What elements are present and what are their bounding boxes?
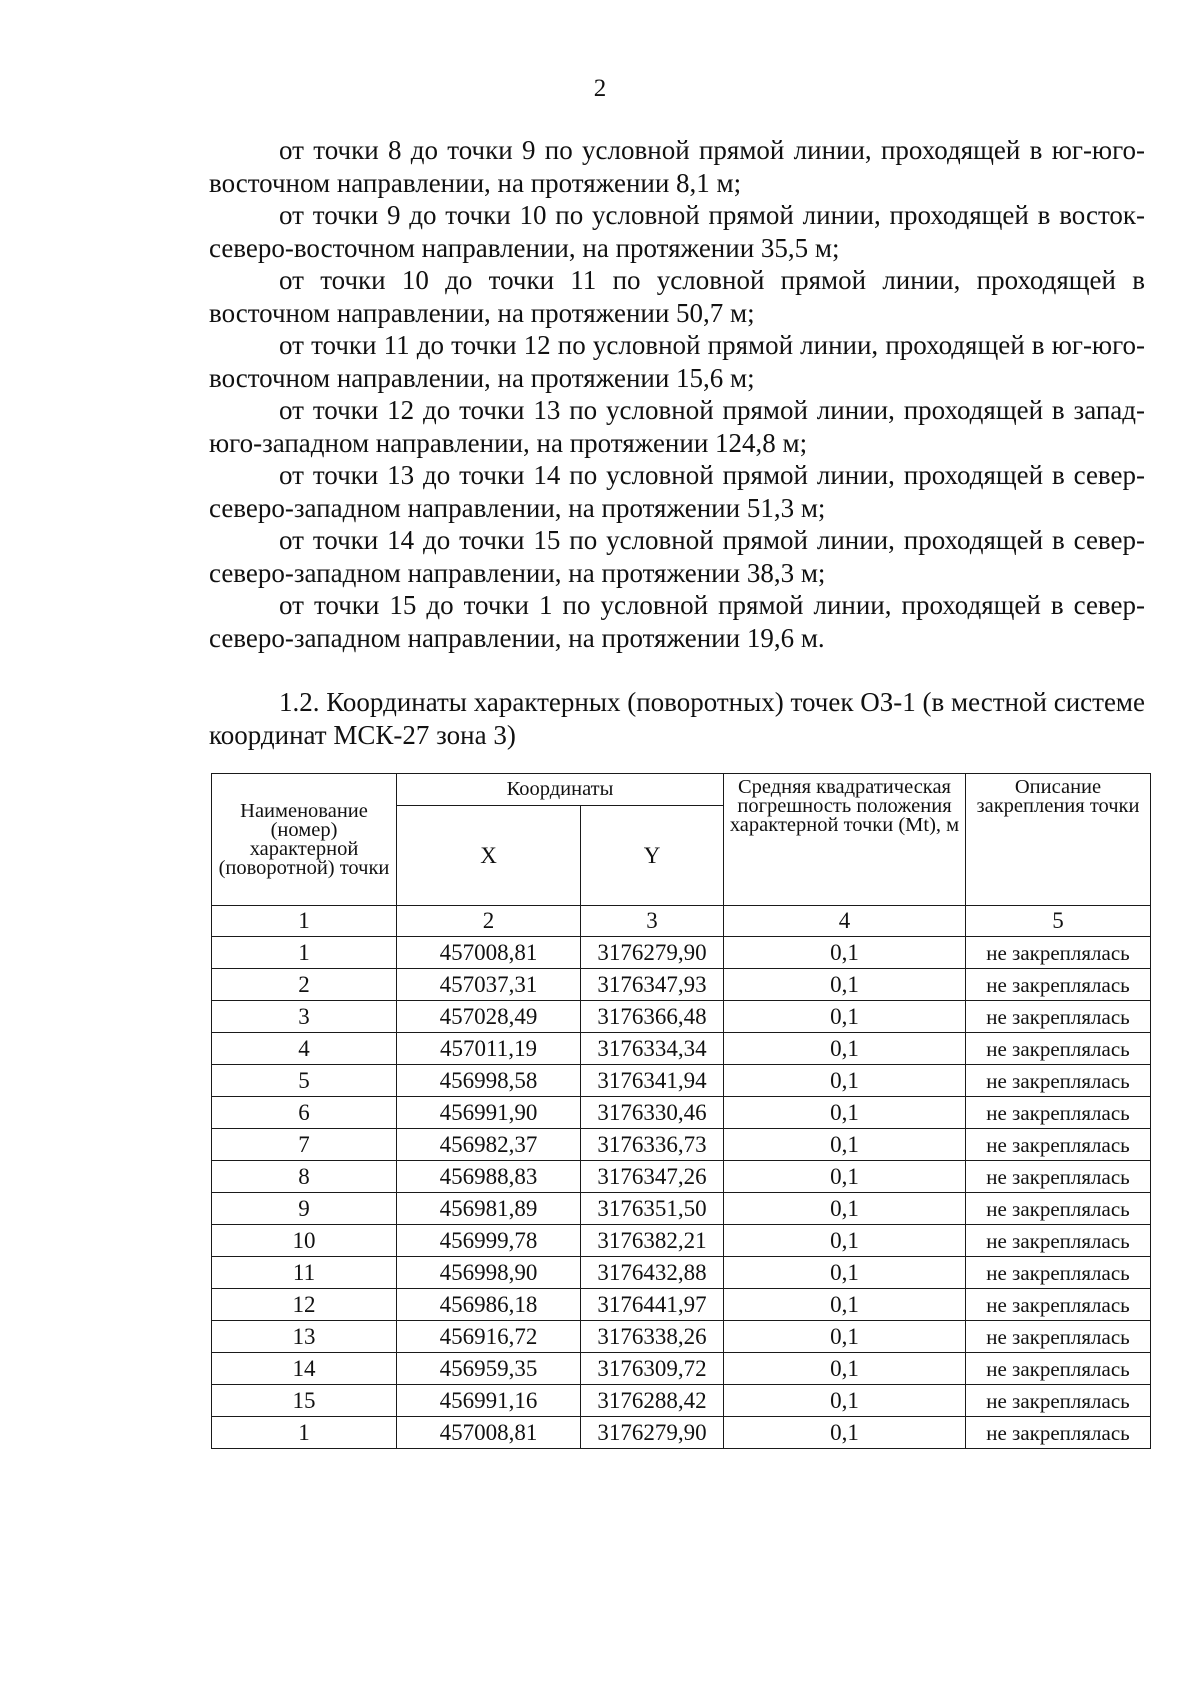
point-number-cell: 1 xyxy=(212,1417,397,1449)
header-y: Y xyxy=(581,806,724,906)
x-coordinate-cell: 457008,81 xyxy=(397,937,581,969)
mean-error-cell: 0,1 xyxy=(724,1417,966,1449)
point-number-cell: 10 xyxy=(212,1225,397,1257)
table-row xyxy=(212,1161,1151,1193)
description-cell: не закреплялась xyxy=(966,1257,1151,1289)
table-row xyxy=(212,937,1151,969)
point-number-cell: 4 xyxy=(212,1033,397,1065)
y-coordinate-cell: 3176338,26 xyxy=(581,1321,724,1353)
y-coordinate-cell: 3176341,94 xyxy=(581,1065,724,1097)
mean-error-cell: 0,1 xyxy=(724,1321,966,1353)
x-coordinate-cell: 456916,72 xyxy=(397,1321,581,1353)
paragraph: от точки 10 до точки 11 по условной прямой линии, проходящей в восточном направлении, на протяжении 50,7 м; xyxy=(209,265,1145,328)
x-coordinate-cell: 456998,58 xyxy=(397,1065,581,1097)
header-x: X xyxy=(397,806,581,906)
mean-error-cell: 0,1 xyxy=(724,1225,966,1257)
point-number-cell: 14 xyxy=(212,1353,397,1385)
point-number-cell: 7 xyxy=(212,1129,397,1161)
description-cell: не закреплялась xyxy=(966,1353,1151,1385)
y-coordinate-cell: 3176347,26 xyxy=(581,1161,724,1193)
x-coordinate-cell: 456988,83 xyxy=(397,1161,581,1193)
description-cell: не закреплялась xyxy=(966,1161,1151,1193)
point-number-cell: 5 xyxy=(212,1065,397,1097)
section-heading: 1.2. Координаты характерных (поворотных) точек ОЗ-1 (в местной системе координат МСК-27 зона 3) xyxy=(209,687,1145,750)
description-cell: не закреплялась xyxy=(966,1129,1151,1161)
table-row xyxy=(212,1065,1151,1097)
table-row xyxy=(212,1225,1151,1257)
mean-error-cell: 0,1 xyxy=(724,1289,966,1321)
description-cell: не закреплялась xyxy=(966,1321,1151,1353)
description-cell: не закреплялась xyxy=(966,1225,1151,1257)
header-description: Описание закрепления точки xyxy=(966,774,1151,906)
point-number-cell: 3 xyxy=(212,1001,397,1033)
point-number-cell: 15 xyxy=(212,1385,397,1417)
table-row xyxy=(212,1417,1151,1449)
description-cell: не закреплялась xyxy=(966,1001,1151,1033)
point-number-cell: 1 xyxy=(212,937,397,969)
table-row xyxy=(212,1289,1151,1321)
y-coordinate-cell: 3176330,46 xyxy=(581,1097,724,1129)
x-coordinate-cell: 457037,31 xyxy=(397,969,581,1001)
y-coordinate-cell: 3176279,90 xyxy=(581,1417,724,1449)
y-coordinate-cell: 3176441,97 xyxy=(581,1289,724,1321)
mean-error-cell: 0,1 xyxy=(724,937,966,969)
y-coordinate-cell: 3176347,93 xyxy=(581,969,724,1001)
paragraph: от точки 15 до точки 1 по условной прямой линии, проходящей в север-северо-западном направлении, на протяжении 19,6 м. xyxy=(209,590,1145,653)
y-coordinate-cell: 3176366,48 xyxy=(581,1001,724,1033)
paragraph: от точки 11 до точки 12 по условной прямой линии, проходящей в юг-юго-восточном направлении, на протяжении 15,6 м; xyxy=(209,330,1145,393)
y-coordinate-cell: 3176382,21 xyxy=(581,1225,724,1257)
paragraph: от точки 8 до точки 9 по условной прямой линии, проходящей в юг-юго-восточном направлении, на протяжении 8,1 м; xyxy=(209,135,1145,198)
point-number-cell: 6 xyxy=(212,1097,397,1129)
mean-error-cell: 0,1 xyxy=(724,1033,966,1065)
table-row xyxy=(212,1033,1151,1065)
y-coordinate-cell: 3176309,72 xyxy=(581,1353,724,1385)
boundary-description xyxy=(209,134,1145,654)
table-row xyxy=(212,1193,1151,1225)
column-numbers-row xyxy=(212,906,1151,937)
mean-error-cell: 0,1 xyxy=(724,1097,966,1129)
paragraph: от точки 13 до точки 14 по условной прямой линии, проходящей в север-северо-западном направлении, на протяжении 51,3 м; xyxy=(209,460,1145,523)
column-number: 2 xyxy=(397,906,581,937)
table-row xyxy=(212,1129,1151,1161)
mean-error-cell: 0,1 xyxy=(724,1257,966,1289)
x-coordinate-cell: 456991,90 xyxy=(397,1097,581,1129)
x-coordinate-cell: 456991,16 xyxy=(397,1385,581,1417)
table-row xyxy=(212,1257,1151,1289)
point-number-cell: 2 xyxy=(212,969,397,1001)
paragraph: от точки 12 до точки 13 по условной прямой линии, проходящей в запад-юго-западном направлении, на протяжении 124,8 м; xyxy=(209,395,1145,458)
table-row xyxy=(212,969,1151,1001)
description-cell: не закреплялась xyxy=(966,969,1151,1001)
table-row xyxy=(212,1353,1151,1385)
table-row xyxy=(212,1321,1151,1353)
description-cell: не закреплялась xyxy=(966,1385,1151,1417)
table-row xyxy=(212,1385,1151,1417)
header-mean-error: Средняя квадратическая погрешность положения характерной точки (Mt), м xyxy=(724,774,966,906)
mean-error-cell: 0,1 xyxy=(724,1193,966,1225)
description-cell: не закреплялась xyxy=(966,1417,1151,1449)
description-cell: не закреплялась xyxy=(966,1097,1151,1129)
point-number-cell: 12 xyxy=(212,1289,397,1321)
table-row xyxy=(212,1001,1151,1033)
description-cell: не закреплялась xyxy=(966,1065,1151,1097)
x-coordinate-cell: 457028,49 xyxy=(397,1001,581,1033)
point-number-cell: 9 xyxy=(212,1193,397,1225)
x-coordinate-cell: 456981,89 xyxy=(397,1193,581,1225)
x-coordinate-cell: 456959,35 xyxy=(397,1353,581,1385)
description-cell: не закреплялась xyxy=(966,937,1151,969)
mean-error-cell: 0,1 xyxy=(724,969,966,1001)
x-coordinate-cell: 456986,18 xyxy=(397,1289,581,1321)
y-coordinate-cell: 3176336,73 xyxy=(581,1129,724,1161)
mean-error-cell: 0,1 xyxy=(724,1129,966,1161)
paragraph: от точки 9 до точки 10 по условной прямой линии, проходящей в восток-северо-восточном направлении, на протяжении 35,5 м; xyxy=(209,200,1145,263)
x-coordinate-cell: 456982,37 xyxy=(397,1129,581,1161)
point-number-cell: 11 xyxy=(212,1257,397,1289)
description-cell: не закреплялась xyxy=(966,1289,1151,1321)
paragraph: от точки 14 до точки 15 по условной прямой линии, проходящей в север-северо-западном направлении, на протяжении 38,3 м; xyxy=(209,525,1145,588)
x-coordinate-cell: 457011,19 xyxy=(397,1033,581,1065)
x-coordinate-cell: 457008,81 xyxy=(397,1417,581,1449)
description-cell: не закреплялась xyxy=(966,1193,1151,1225)
y-coordinate-cell: 3176432,88 xyxy=(581,1257,724,1289)
y-coordinate-cell: 3176334,34 xyxy=(581,1033,724,1065)
column-number: 3 xyxy=(581,906,724,937)
coordinates-table xyxy=(211,773,1151,1449)
column-number: 1 xyxy=(212,906,397,937)
column-number: 5 xyxy=(966,906,1151,937)
mean-error-cell: 0,1 xyxy=(724,1001,966,1033)
y-coordinate-cell: 3176279,90 xyxy=(581,937,724,969)
x-coordinate-cell: 456999,78 xyxy=(397,1225,581,1257)
point-number-cell: 13 xyxy=(212,1321,397,1353)
x-coordinate-cell: 456998,90 xyxy=(397,1257,581,1289)
table-body xyxy=(212,937,1151,1449)
header-point-name: Наименование (номер) характерной (поворотной) точки xyxy=(212,774,397,906)
page-number: 2 xyxy=(593,75,607,102)
column-number: 4 xyxy=(724,906,966,937)
point-number-cell: 8 xyxy=(212,1161,397,1193)
y-coordinate-cell: 3176351,50 xyxy=(581,1193,724,1225)
mean-error-cell: 0,1 xyxy=(724,1065,966,1097)
mean-error-cell: 0,1 xyxy=(724,1161,966,1193)
y-coordinate-cell: 3176288,42 xyxy=(581,1385,724,1417)
header-coordinates: Координаты xyxy=(397,774,724,806)
description-cell: не закреплялась xyxy=(966,1033,1151,1065)
table-row xyxy=(212,1097,1151,1129)
mean-error-cell: 0,1 xyxy=(724,1353,966,1385)
mean-error-cell: 0,1 xyxy=(724,1385,966,1417)
